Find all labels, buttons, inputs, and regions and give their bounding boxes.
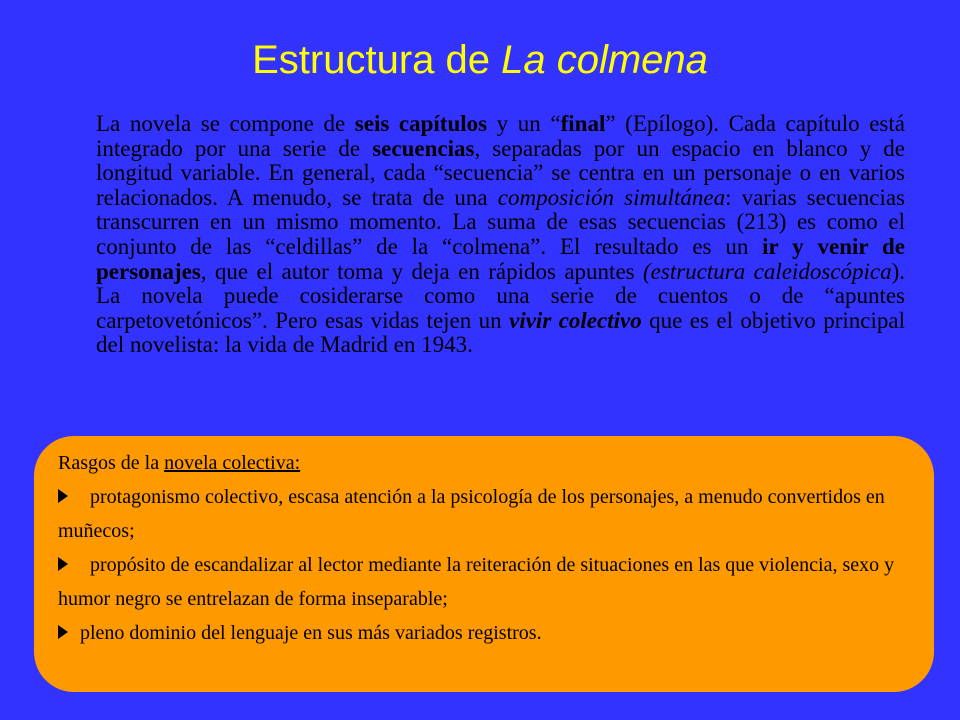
intro-segment: que es el objetivo principal del novelista: la vida de Madrid en 1943. [96,307,905,358]
intro-segment-italic: vivir colectivo [509,307,642,333]
list-item-text: protagonismo colectivo, escasa atención a la psicología de los personajes, a menudo convertidos en muñecos; [58,486,885,542]
intro-segment: final [560,111,606,136]
title-plain: Estructura de [252,38,502,82]
intro-segment: secuencias [372,135,475,161]
intro-segment: ” (Epílogo). Cada capítulo está integrado por una serie de [96,111,905,161]
box-heading-prefix: Rasgos de la [58,452,165,474]
box-heading [58,450,910,476]
intro-segment: (estructura caleidoscópica [643,258,892,284]
list-item-text: pleno dominio del lenguaje en sus más variados registros. [80,622,542,644]
intro-segment: ir y venir de personajes [96,233,905,284]
list-item-text: propósito de escandalizar al lector mediante la reiteración de situaciones en las que violencia, sexo y humor negro se entrelazan de forma inseparable; [58,554,895,610]
intro-segment: La novela se compone de [96,111,355,136]
arrow-bullet-icon [58,489,68,503]
intro-segment: y un “ [487,111,561,136]
slide-title [0,36,960,84]
intro-segment: , que el autor toma y deja en rápidos apuntes [200,258,644,284]
intro-segment: seis capítulos [354,111,488,136]
list-item [58,616,910,650]
title-italic: La colmena [501,38,708,82]
intro-segment [509,308,642,333]
intro-segment: ). La novela puede cosiderarse como una serie de cuentos o de “apuntes carpetovetónicos”. Pero esas vidas tejen un [96,258,905,333]
list-item [58,548,910,616]
list-item [58,480,910,548]
box-heading-underlined: novela colectiva: [164,452,301,474]
intro-segment: , separadas por un espacio en blanco y de longitud variable. En general, cada “secuencia” se centra en un personaje o en varios relacionados. A menudo, se trata de una [96,135,905,210]
intro-segment: composición simultánea [497,184,726,210]
intro-paragraph [96,112,905,358]
collective-novel-box [34,436,934,692]
arrow-bullet-icon [58,625,68,639]
arrow-bullet-icon [58,557,68,571]
intro-segment: : varias secuencias transcurren en un mismo momento. La suma de esas secuencias (213) es como el conjunto de las “celdillas” de la “colmena”. El resultado es un [96,184,905,259]
